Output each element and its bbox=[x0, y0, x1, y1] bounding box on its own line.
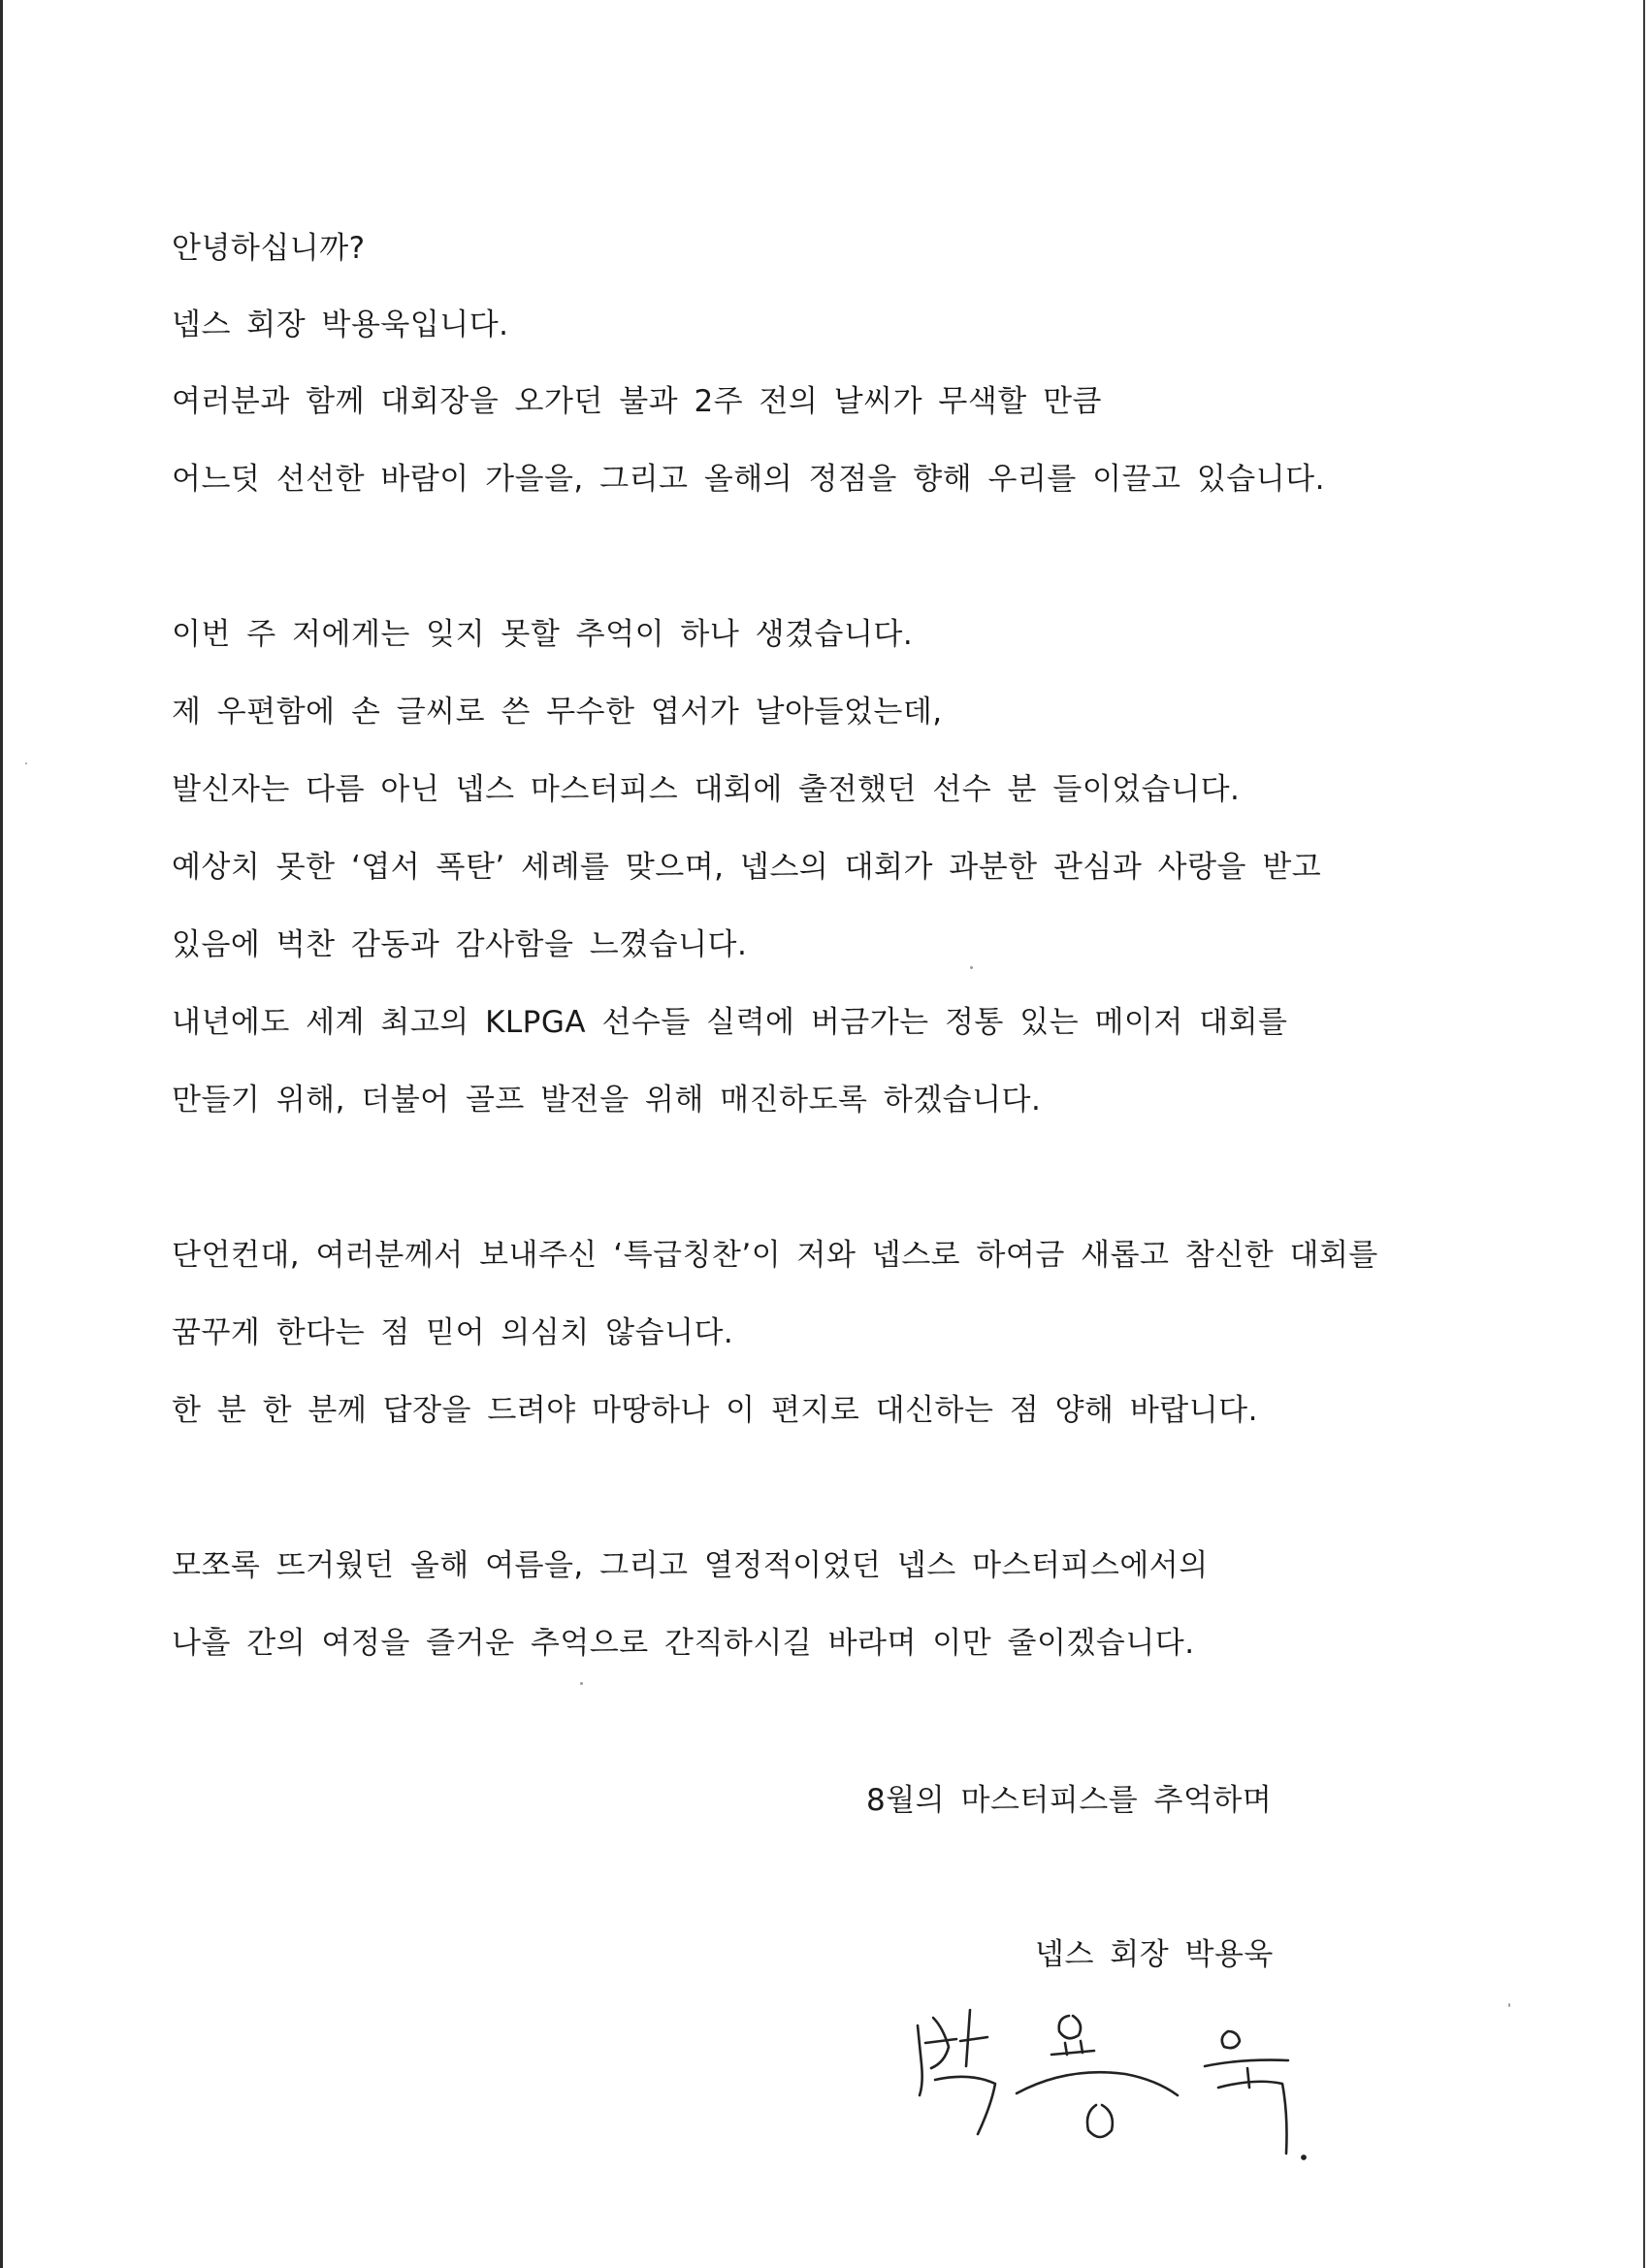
body-line: 단언컨대, 여러분께서 보내주신 ‘특급칭찬’이 저와 넵스로 하여금 새롭고 참신한 대회를 bbox=[172, 1238, 1378, 1273]
body-line: 모쪼록 뜨거웠던 올해 여름을, 그리고 열정적이었던 넵스 마스터피스에서의 bbox=[172, 1548, 1209, 1583]
scan-speck bbox=[580, 1682, 583, 1685]
scan-speck bbox=[25, 762, 27, 764]
scan-speck bbox=[1508, 2003, 1510, 2007]
body-line: 한 분 한 분께 답장을 드려야 마땅하나 이 편지로 대신하는 점 양해 바랍니다. bbox=[172, 1393, 1258, 1428]
body-line: 만들기 위해, 더불어 골프 발전을 위해 매진하도록 하겠습니다. bbox=[172, 1083, 1042, 1118]
body-line: 발신자는 다름 아닌 넵스 마스터피스 대회에 출전했던 선수 분 들이었습니다. bbox=[172, 772, 1241, 807]
sender-line: 넵스 회장 박용욱 bbox=[1035, 1937, 1274, 1972]
body-line: 있음에 벅찬 감동과 감사함을 느꼈습니다. bbox=[172, 927, 748, 962]
body-line: 예상치 못한 ‘엽서 폭탄’ 세례를 맞으며, 넵스의 대회가 과분한 관심과 사랑을 받고 bbox=[172, 850, 1322, 885]
introduction-line: 넵스 회장 박용욱입니다. bbox=[172, 308, 509, 342]
handwritten-signature bbox=[902, 1998, 1368, 2192]
greeting-line: 안녕하십니까? bbox=[172, 231, 366, 266]
body-line: 꿈꾸게 한다는 점 믿어 의심치 않습니다. bbox=[172, 1315, 734, 1350]
body-line: 제 우편함에 손 글씨로 쓴 무수한 엽서가 날아들었는데, bbox=[172, 695, 943, 729]
scan-speck bbox=[970, 966, 973, 969]
closing-line: 8월의 마스터피스를 추억하며 bbox=[866, 1783, 1273, 1818]
body-line: 내년에도 세계 최고의 KLPGA 선수들 실력에 버금가는 정통 있는 메이저 대회를 bbox=[172, 1005, 1288, 1040]
body-line: 이번 주 저에게는 잊지 못할 추억이 하나 생겼습니다. bbox=[172, 617, 914, 652]
scan-edge-left bbox=[0, 0, 3, 2268]
body-line: 여러분과 함께 대회장을 오가던 불과 2주 전의 날씨가 무색할 만큼 bbox=[172, 384, 1103, 419]
body-line: 어느덧 선선한 바람이 가을을, 그리고 올해의 정점을 향해 우리를 이끌고 있습니다. bbox=[172, 462, 1325, 497]
scan-edge-right bbox=[1643, 0, 1645, 2268]
body-line: 나흘 간의 여정을 즐거운 추억으로 간직하시길 바라며 이만 줄이겠습니다. bbox=[172, 1626, 1195, 1661]
